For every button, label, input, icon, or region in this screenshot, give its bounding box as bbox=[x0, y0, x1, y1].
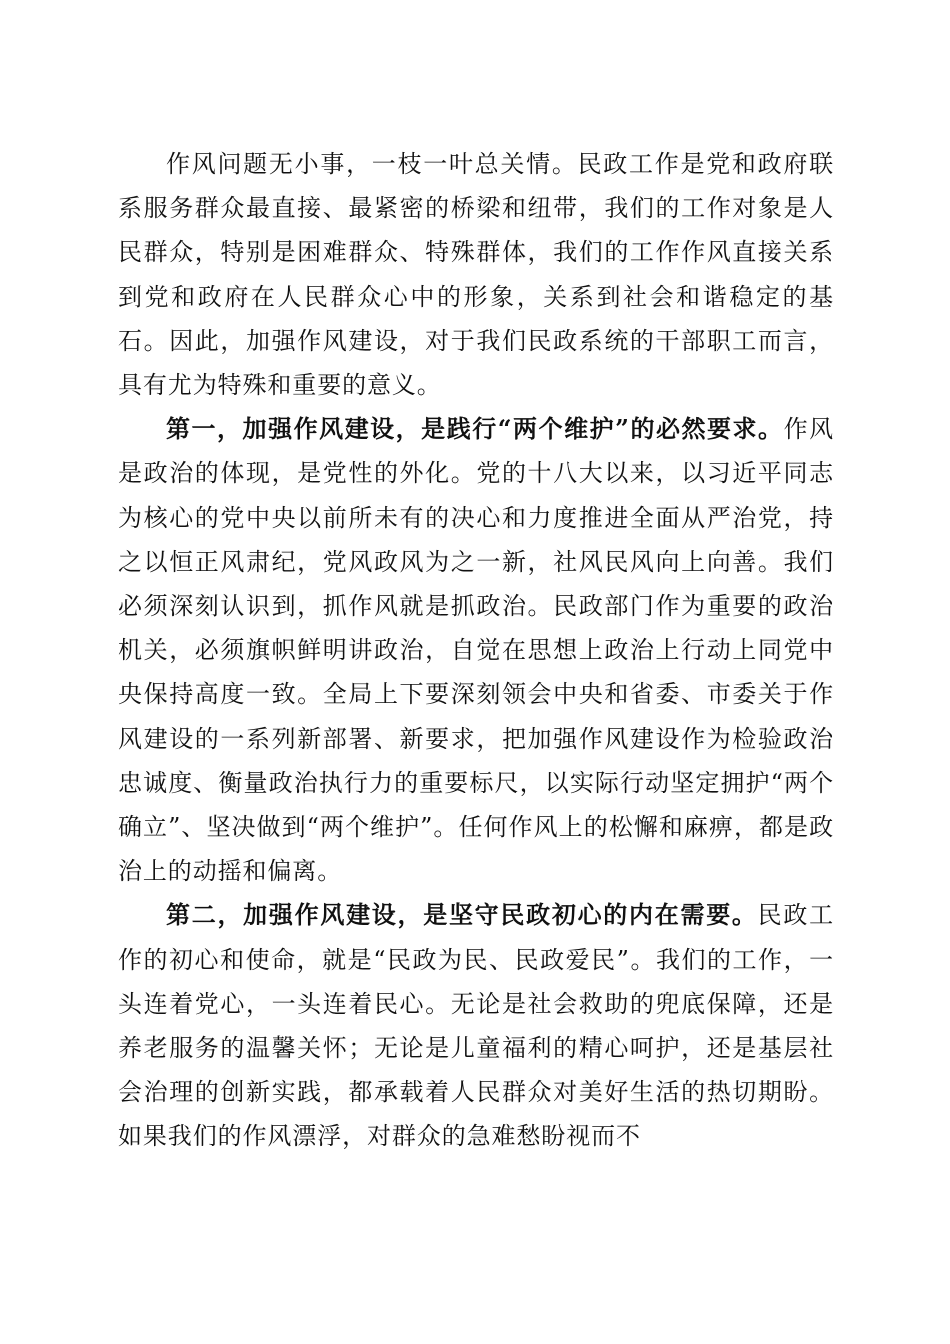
paragraph-body: 作风问题无小事，一枝一叶总关情。民政工作是党和政府联系服务群众最直接、最紧密的桥梁和纽带，我们的工作对象是人民群众，特别是困难群众、特殊群体，我们的工作作风直接关系到党和政府在人民群众心中的形象，关系到社会和谐稳定的基石。因此，加强作风建设，对于我们民政系统的干部职工而言，具有尤为特殊和重要的意义。 bbox=[118, 150, 834, 400]
document-page bbox=[118, 142, 834, 1159]
paragraph-intro bbox=[118, 142, 834, 407]
paragraph-lead: 第一，加强作风建设，是践行“两个维护”的必然要求。 bbox=[166, 414, 784, 444]
paragraph-body: 民政工作的初心和使命，就是“民政为民、民政爱民”。我们的工作，一头连着党心，一头连着民心。无论是社会救助的兜底保障，还是养老服务的温馨关怀；无论是儿童福利的精心呵护，还是基层社会治理的创新实践，都承载着人民群众对美好生活的热切期盼。如果我们的作风漂浮，对群众的急难愁盼视而不 bbox=[118, 901, 835, 1151]
paragraph-point-one bbox=[118, 407, 834, 893]
paragraph-body: 作风是政治的体现，是党性的外化。党的十八大以来，以习近平同志为核心的党中央以前所未有的决心和力度推进全面从严治党，持之以恒正风肃纪，党风政风为之一新，社风民风向上向善。我们必须深刻认识到，抓作风就是抓政治。民政部门作为重要的政治机关，必须旗帜鲜明讲政治，自觉在思想上政治上行动上同党中央保持高度一致。全局上下要深刻领会中央和省委、市委关于作风建设的一系列新部署、新要求，把加强作风建设作为检验政治忠诚度、衡量政治执行力的重要标尺，以实际行动坚定拥护“两个确立”、坚决做到“两个维护”。任何作风上的松懈和麻痹，都是政治上的动摇和偏离。 bbox=[118, 415, 834, 886]
paragraph-lead: 第二，加强作风建设，是坚守民政初心的内在需要。 bbox=[166, 900, 758, 930]
paragraph-point-two bbox=[118, 893, 834, 1158]
